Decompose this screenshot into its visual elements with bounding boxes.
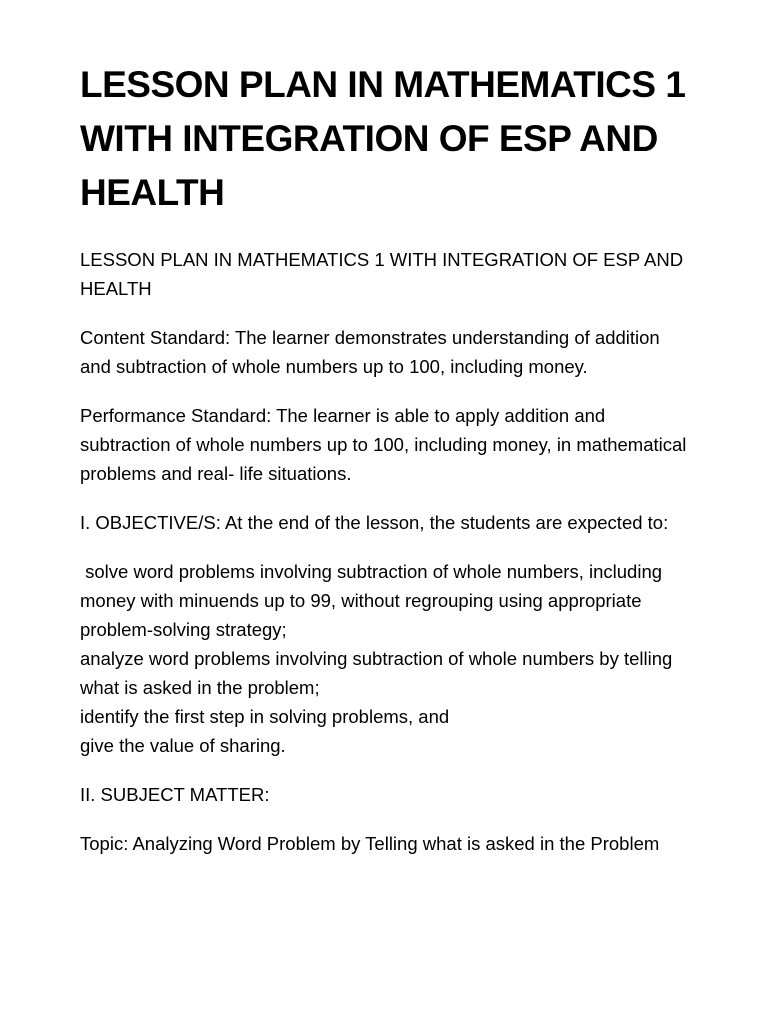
document-page xyxy=(80,58,688,858)
objective-item: identify the first step in solving problems, and xyxy=(80,706,450,727)
topic: Topic: Analyzing Word Problem by Telling what is asked in the Problem xyxy=(80,833,660,854)
performance-standard: Performance Standard: The learner is able to apply addition and subtraction of whole numbers up to 100, including money, in mathematical problems and real- life situations. xyxy=(80,405,687,484)
objectives-heading: I. OBJECTIVE/S: At the end of the lesson, the students are expected to: xyxy=(80,512,669,533)
objective-item: solve word problems involving subtraction of whole numbers, including money with minuends up to 99, without regrouping using appropriate problem-solving strategy; xyxy=(80,561,668,640)
document-subtitle: LESSON PLAN IN MATHEMATICS 1 WITH INTEGRATION OF ESP AND HEALTH xyxy=(80,249,684,299)
objective-item: analyze word problems involving subtraction of whole numbers by telling what is asked in the problem; xyxy=(80,648,673,698)
objective-item: give the value of sharing. xyxy=(80,735,286,756)
subject-matter-heading: II. SUBJECT MATTER: xyxy=(80,784,270,805)
objectives-list xyxy=(80,557,688,760)
document-title: LESSON PLAN IN MATHEMATICS 1 WITH INTEGRATION OF ESP AND HEALTH xyxy=(80,64,686,213)
content-standard: Content Standard: The learner demonstrates understanding of addition and subtraction of whole numbers up to 100, including money. xyxy=(80,327,660,377)
